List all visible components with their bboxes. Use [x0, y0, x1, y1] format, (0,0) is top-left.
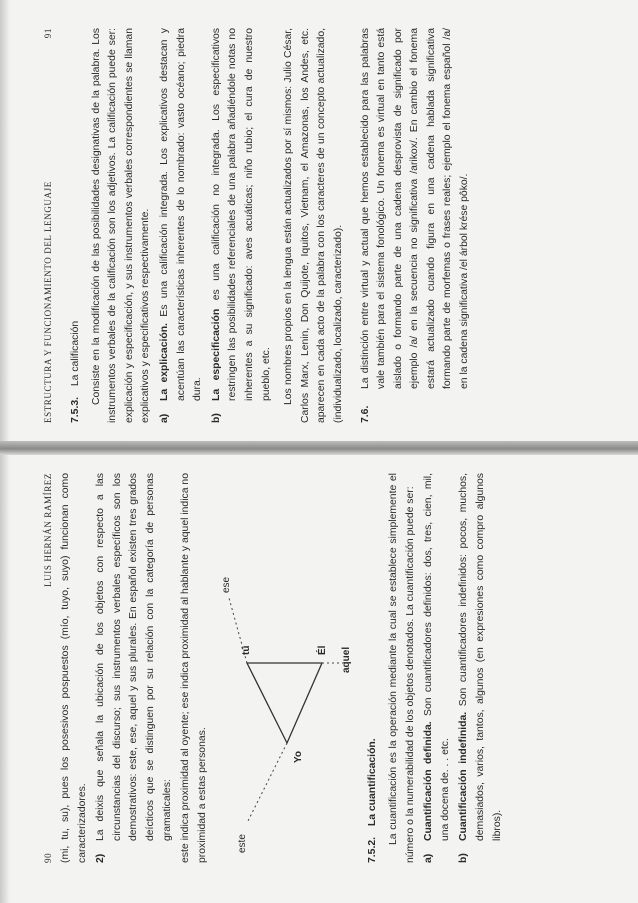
section-heading-753	[68, 28, 85, 423]
deixis-text: este indica proximidad al oyente; ese indica proximidad al hablante y aquel indica no proximidad a estas personas.	[180, 473, 208, 863]
book-gutter	[0, 441, 638, 455]
item-label: 2)	[95, 853, 107, 863]
left-page	[40, 473, 508, 863]
item-label: a)	[158, 413, 170, 423]
item-text: Es una calificación integrada. Los explicativos destacan y acentúan las características inherentes de lo nombrado: vasto océano; piedra dura.	[158, 28, 204, 401]
item-text: Son cuantificadores definidos: dos, tres, cien, mil, una docena de. . . etc.	[423, 473, 451, 841]
label-tu: tú	[241, 645, 253, 655]
section-heading-752	[365, 473, 382, 863]
right-page	[40, 28, 476, 423]
list-item	[456, 473, 506, 863]
persons-triangle	[247, 663, 322, 743]
right-running-head	[40, 28, 58, 423]
running-head-author: LUIS HERNÁN RAMÍREZ	[43, 473, 53, 587]
section-title: La calificación	[70, 320, 81, 387]
item-label: b)	[210, 413, 222, 423]
label-aquel: aquel	[341, 646, 353, 673]
section-76	[358, 28, 474, 423]
item-body	[157, 28, 207, 401]
label-ese: ese	[221, 576, 233, 593]
left-running-head	[40, 473, 58, 863]
running-head-title: ESTRUCTURA Y FUNCIONAMIENTO DEL LENGUAJE	[43, 181, 53, 423]
section-number: 7.5.2.	[367, 837, 379, 863]
item-text: es una calificación no integrada. Los especificativos restringen las posibilidades referenciales de una palabra añadiéndole notas no inherentes a su significado: aves acuáticas; niño rubio; el cura de nuestro pueblo, etc.	[210, 28, 272, 401]
item-text: La deixis que señala la ubicación de los objetos con respecto a las circunstancias del discurso; sus instrumentos verbales específicos son los demostrativos: este, ese, aquel y sus plurales. En español existen tres grados deícticos que se distinguen por su relación con la categoría de personas gramaticales:	[95, 473, 173, 841]
item-head: Cuantificación indefinida.	[458, 711, 470, 841]
label-este: este	[237, 834, 249, 853]
item-body	[209, 28, 275, 401]
proper-names-text: Los nombres propios en la lengua están actualizados por sí mismos: Julio César, Carlos Marx, Lenin, Don Quijote, Iquitos, Vietnam, el Amazonas, los Andes, etc. aparecen en cada acto de la palabra con los caracteres de un concepto actualizado, (individualizado, localizado, caracterizado).	[283, 28, 344, 423]
list-item	[421, 473, 454, 863]
section-76-text: La distinción entre virtual y actual que hemos establecido para las palabras vale también para el sistema fonológico. Un fonema es virtual en tanto está aislado o formando parte de una cadena desprovista de significado por ejemplo /a/ en la secuencia no significativa /arikox/. En cambio el fonema estará actualizado cuando figura en una cadena hablada significativa formando parte de morfemas o frases reales; ejemplo el fonema español /a/ en la cadena significativa /el árbol krése pôko/.	[359, 28, 471, 389]
page-number-right: 91	[43, 28, 53, 39]
section-number: 7.6.	[359, 405, 371, 423]
section-title: La cuantificación.	[367, 738, 379, 827]
list-item	[157, 28, 207, 423]
item-text: Son cuantificadores indefinidos: pocos, muchos, demasiados, varios, tantos, algunos (en expresiones como compro algunos libros).	[458, 472, 503, 841]
item-label: a)	[423, 853, 435, 863]
item-body	[456, 473, 506, 841]
section-752-text: La cuantificación es la operación mediante la cual se establece simplemente el número o la numerabilidad de los objetos denotados. La cuantificación puede ser:	[387, 473, 416, 863]
label-el: Él	[317, 645, 329, 655]
section-number: 7.5.3.	[70, 397, 81, 423]
label-yo: Yo	[293, 750, 305, 763]
deixis-triangle-figure	[217, 473, 355, 863]
list-item	[93, 473, 176, 863]
item-label: b)	[458, 853, 470, 863]
item-body	[421, 473, 454, 841]
deixis-diagram	[217, 473, 355, 863]
este-dashed-line	[247, 743, 287, 823]
item-head: La explicación.	[158, 323, 170, 401]
item-head: La especificación	[210, 308, 222, 401]
list-item	[209, 28, 275, 423]
item-head: Cuantificación definida.	[423, 721, 435, 841]
page-number-left: 90	[43, 852, 53, 863]
section-753-text: Consiste en la modificación de las posibilidades designativas de la palabra. Los instrumentos verbales de la calificación son los adjetivos. La calificación puede ser: explicación y especificación, y sus instrumentos verbales correspondientes se llaman explicativos y especificativos respectivamente.	[90, 28, 152, 423]
intro-fragment: (mi, tu, su), pues los posesivos pospuestos (mío, tuyo, suyo) funcionan como caracterizadores.	[60, 473, 88, 863]
